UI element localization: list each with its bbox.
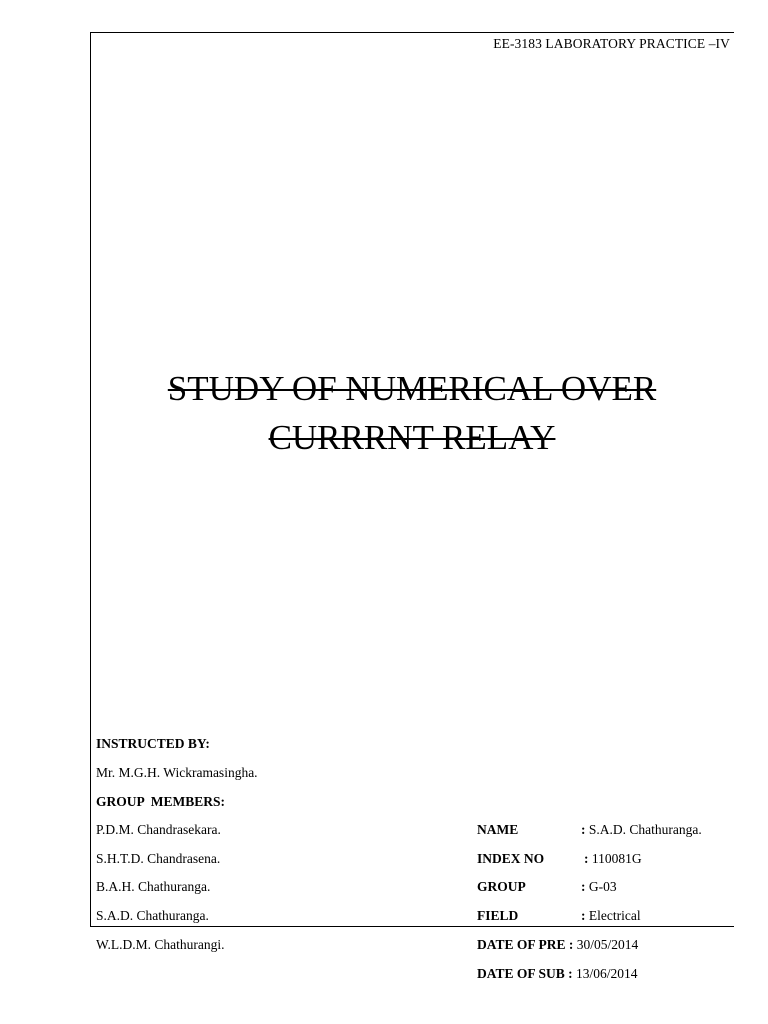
group-key: GROUP [477, 879, 526, 894]
name-key: NAME [477, 822, 519, 837]
index-key: INDEX NO [477, 851, 545, 866]
group-members-label: GROUP MEMBERS: [96, 794, 226, 809]
member-3: B.A.H. Chathuranga. [96, 879, 211, 894]
group-value: : G-03 [581, 879, 617, 894]
course-header: EE-3183 LABORATORY PRACTICE –IV [493, 36, 730, 51]
field-value: : Electrical [581, 908, 641, 923]
instructor-name: Mr. M.G.H. Wickramasingha. [96, 765, 258, 780]
instructed-by-label: INSTRUCTED BY: [96, 736, 210, 751]
page-border [90, 32, 734, 927]
report-title [90, 364, 734, 462]
date-of-pre: DATE OF PRE : 30/05/2014 [477, 937, 639, 952]
index-value: : 110081G [584, 851, 642, 866]
date-of-sub: DATE OF SUB : 13/06/2014 [477, 966, 638, 981]
title-line-2: CURRRNT RELAY [268, 418, 556, 457]
title-line-1: STUDY OF NUMERICAL OVER [167, 369, 657, 408]
member-2: S.H.T.D. Chandrasena. [96, 851, 221, 866]
name-value: : S.A.D. Chathuranga. [581, 822, 702, 837]
member-4: S.A.D. Chathuranga. [96, 908, 209, 923]
field-key: FIELD [477, 908, 519, 923]
member-5: W.L.D.M. Chathurangi. [96, 937, 225, 952]
member-1: P.D.M. Chandrasekara. [96, 822, 221, 837]
